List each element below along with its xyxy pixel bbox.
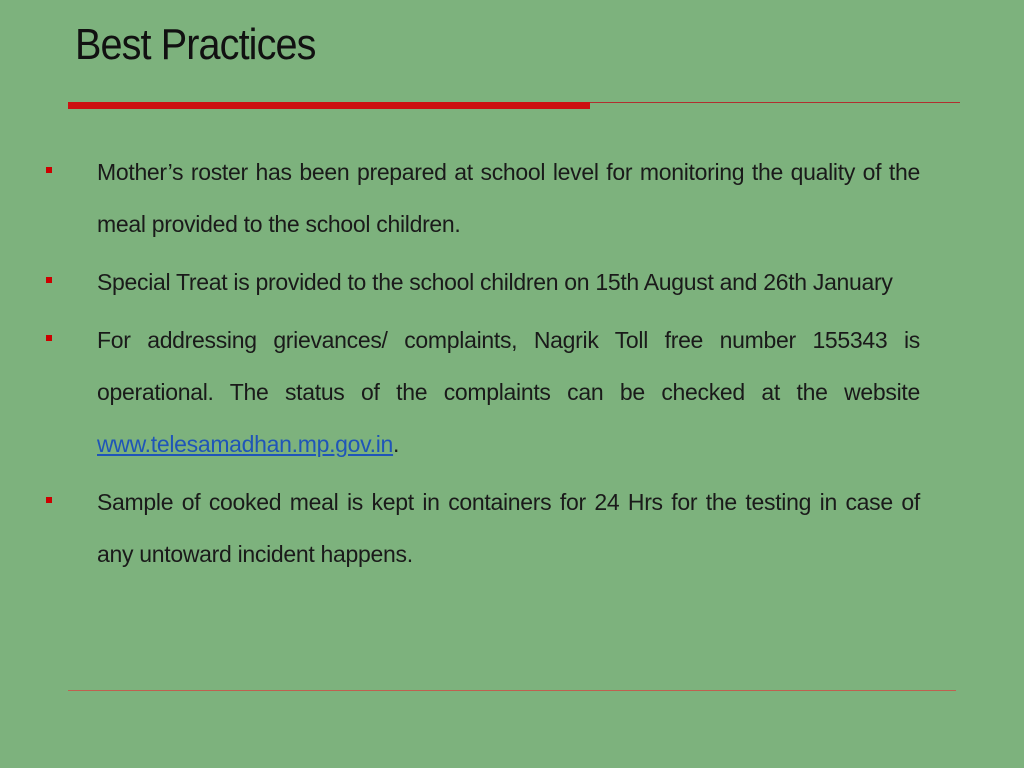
bullet-square-icon: [46, 335, 52, 341]
bullet-text-after-link: .: [393, 431, 400, 457]
bullet-item: [44, 146, 920, 250]
website-link[interactable]: www.telesamadhan.mp.gov.in: [97, 431, 394, 457]
bullet-item: [44, 256, 920, 308]
title-underline-thin: [590, 102, 960, 103]
bullet-square-icon: [46, 277, 52, 283]
bullet-item: [44, 476, 920, 580]
bullet-list: [44, 146, 920, 586]
bullet-square-icon: [46, 167, 52, 173]
title-underline-thick: [68, 102, 590, 109]
footer-divider: [68, 690, 956, 691]
bullet-text: Special Treat is provided to the school children on 15th August and 26th January: [97, 269, 893, 295]
bullet-square-icon: [46, 497, 52, 503]
bullet-text-before-link: For addressing grievances/ complaints, Nagrik Toll free number 155343 is operational. The status of the complaints can be checked at the website: [97, 327, 920, 405]
slide-title: Best Practices: [75, 20, 316, 69]
bullet-text: [97, 314, 920, 470]
bullet-text: Sample of cooked meal is kept in containers for 24 Hrs for the testing in case of any untoward incident happens.: [97, 489, 920, 567]
bullet-text: Mother’s roster has been prepared at school level for monitoring the quality of the meal provided to the school children.: [97, 159, 920, 237]
bullet-item: [44, 314, 920, 470]
